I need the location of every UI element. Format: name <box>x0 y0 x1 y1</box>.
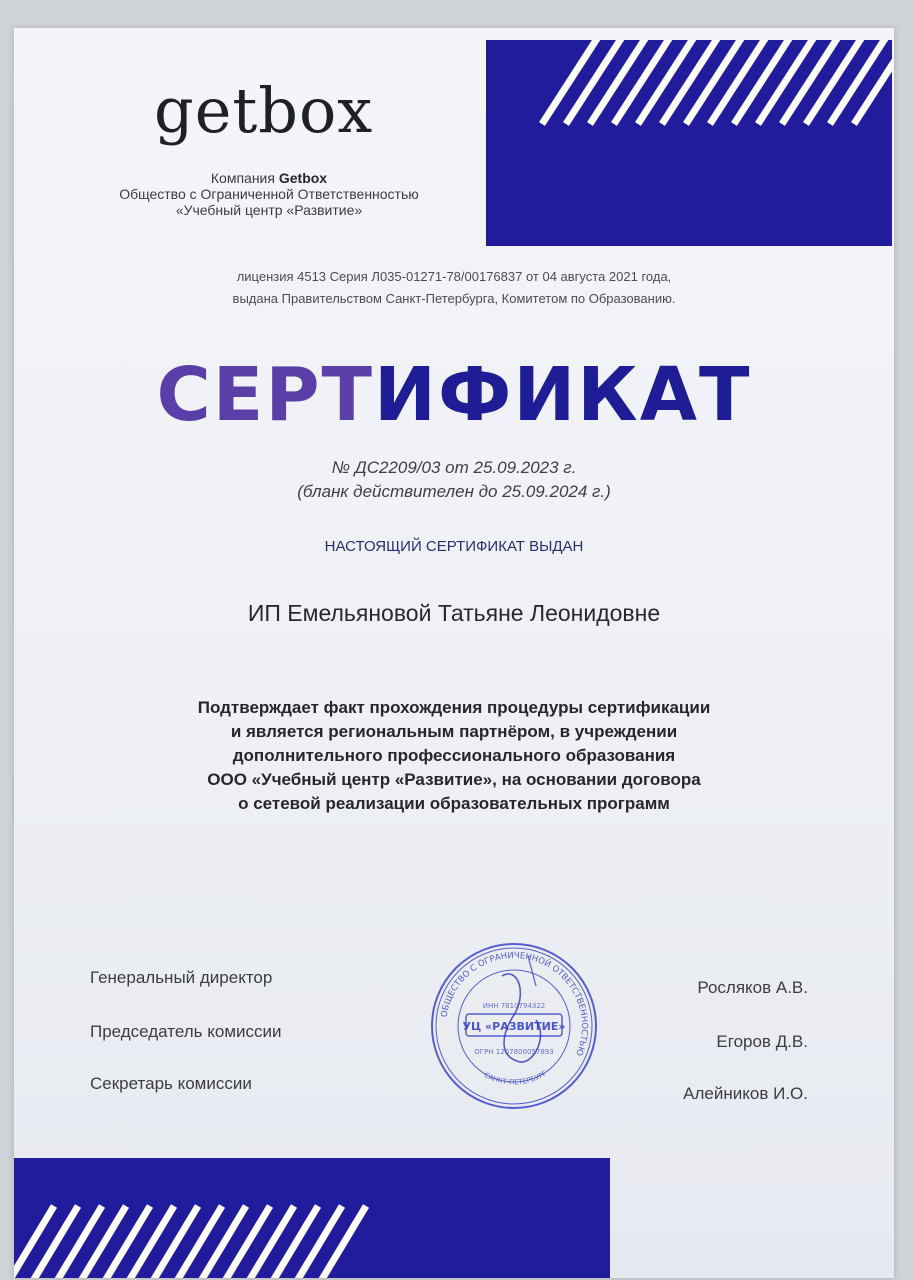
signature-name-director: Росляков А.В. <box>697 978 808 997</box>
signature-role-chairman: Председатель комиссии <box>90 1022 282 1041</box>
validity-line: (бланк действителен до 25.09.2024 г.) <box>297 482 611 501</box>
certificate-number-line: № ДС2209/03 от 25.09.2023 г. <box>331 458 577 477</box>
title-part-1: СЕРТ <box>156 352 375 438</box>
stamp-center-text: УЦ «РАЗВИТИЕ» <box>462 1020 566 1033</box>
company-prefix: Компания <box>210 170 279 186</box>
bottom-stripes-decor <box>14 1158 610 1278</box>
stamp-city: САНКТ-ПЕТЕРБУРГ <box>482 1069 549 1087</box>
company-block <box>74 170 464 218</box>
issued-label: НАСТОЯЩИЙ СЕРТИФИКАТ ВЫДАН <box>324 538 584 555</box>
company-line-2: Общество с Ограниченной Ответственностью <box>119 186 419 202</box>
body-line-5: о сетевой реализации образовательных программ <box>238 794 670 813</box>
top-decor-band <box>486 40 892 246</box>
license-line-2: выдана Правительством Санкт-Петербурга, Комитетом по Образованию. <box>232 291 676 306</box>
getbox-logo: getbox <box>154 74 374 147</box>
signature-name-chairman: Егоров Д.В. <box>716 1032 808 1051</box>
license-info <box>14 266 894 310</box>
certificate-number <box>14 456 894 504</box>
signature-role-director: Генеральный директор <box>90 968 273 987</box>
stamp-ogrn: ОГРН 1207800057893 <box>474 1048 554 1056</box>
company-name: Getbox <box>278 170 328 186</box>
signature-role-secretary: Секретарь комиссии <box>90 1074 252 1093</box>
company-line-1 <box>74 170 464 186</box>
bottom-decor-band <box>14 1158 610 1278</box>
body-line-2: и является региональным партнёром, в учреждении <box>230 722 678 741</box>
company-line-3: «Учебный центр «Развитие» <box>175 202 363 218</box>
certificate-page <box>14 28 894 1278</box>
certificate-title <box>14 352 894 438</box>
top-stripes-decor <box>486 40 892 246</box>
signature-name-secretary: Алейников И.О. <box>683 1084 808 1103</box>
stamp-ring-text: ОБЩЕСТВО С ОГРАНИЧЕННОЙ ОТВЕТСТВЕННОСТЬЮ <box>439 950 590 1057</box>
title-part-2: ИФИКАТ <box>374 352 752 438</box>
stamp-inn: ИНН 7810794322 <box>482 1002 546 1010</box>
company-stamp <box>424 936 604 1116</box>
body-line-3: дополнительного профессионального образования <box>232 746 676 765</box>
certificate-body <box>54 696 854 816</box>
license-line-1: лицензия 4513 Серия Л035-01271-78/00176837 от 04 августа 2021 года, <box>236 269 672 284</box>
body-line-1: Подтверждает факт прохождения процедуры сертификации <box>197 698 711 717</box>
body-line-4: ООО «Учебный центр «Развитие», на основании договора <box>207 770 701 789</box>
recipient-name: ИП Емельяновой Татьяне Леонидовне <box>247 600 661 626</box>
